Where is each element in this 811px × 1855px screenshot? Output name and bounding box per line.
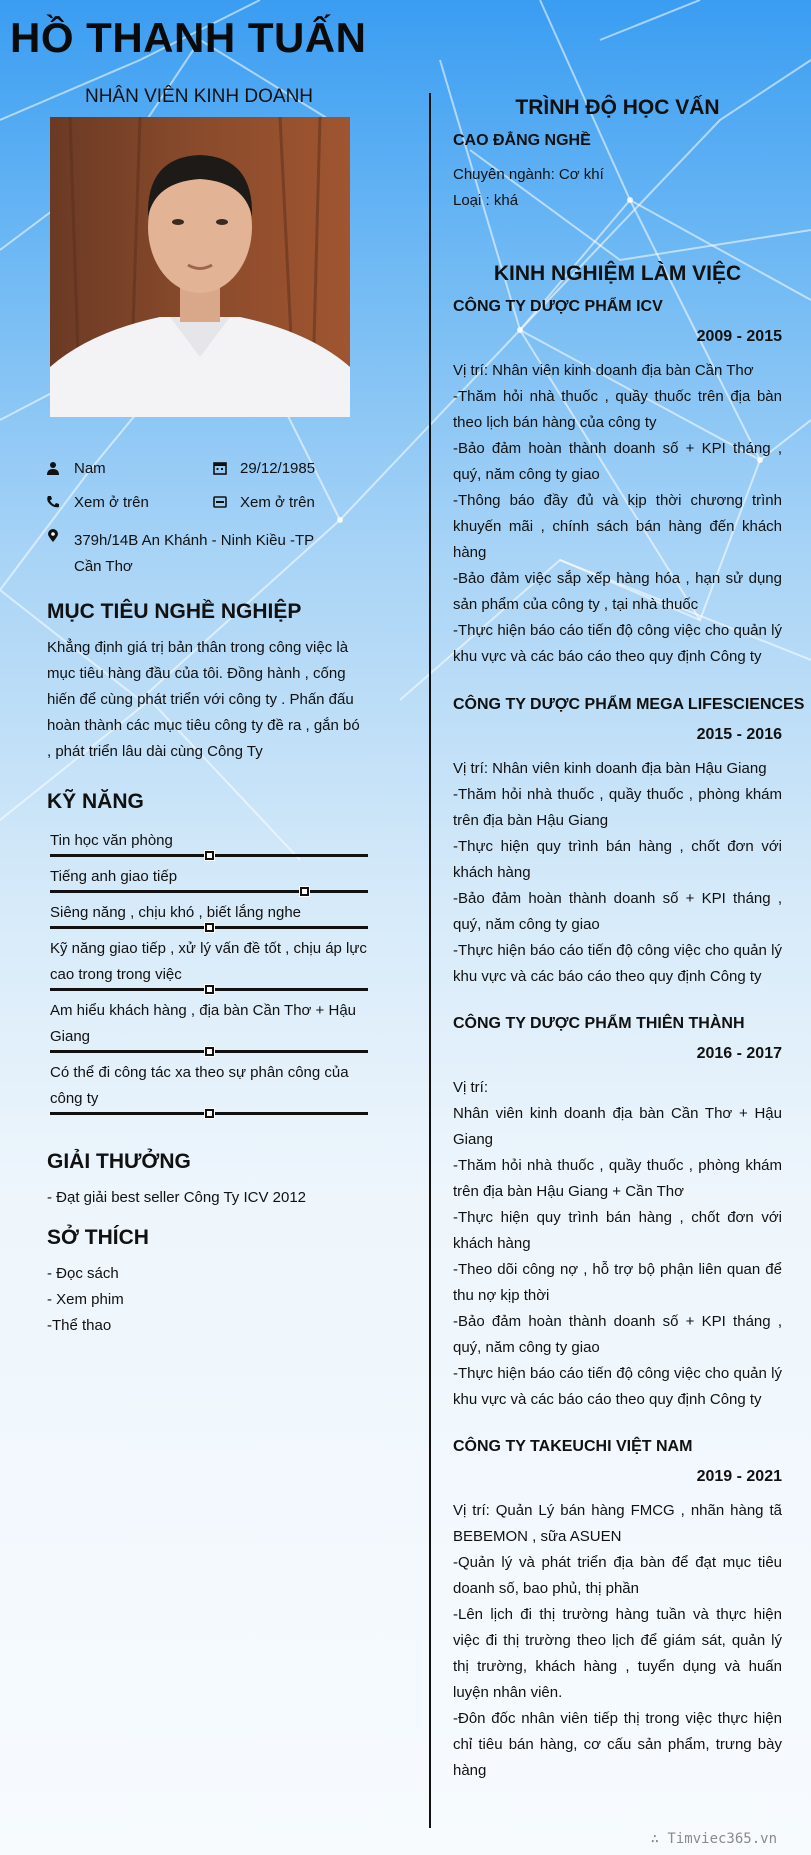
skill-level-marker (299, 886, 310, 897)
job-description (453, 1498, 782, 1784)
skill-bar (50, 1050, 368, 1053)
birthday-value: 29/12/1985 (240, 460, 316, 477)
skill-level-marker (204, 1108, 215, 1119)
objective-text (47, 635, 377, 765)
job-period: 2019 - 2021 (696, 1468, 782, 1485)
job-line: Vị trí: (453, 1079, 489, 1096)
phone-icon (46, 495, 60, 509)
job-line: -Lên lịch đi thị trường hàng tuần và thực hiện việc đi thị trường theo lịch để giám sát, quản lý thị trường, khách hàng , tuyển dụng và huấn luyện nhân viên. (453, 1606, 782, 1701)
skill-bar (50, 988, 368, 991)
job-line: Vị trí: Quản Lý bán hàng FMCG , nhãn hàng tã BEBEMON , sữa ASUEN (453, 1502, 782, 1545)
job-company: CÔNG TY TAKEUCHI VIỆT NAM (453, 1438, 693, 1455)
gender-icon (46, 461, 60, 475)
location-icon (46, 529, 60, 543)
awards-title: GIẢI THƯỞNG (47, 1150, 191, 1173)
job-line: -Thực hiện quy trình bán hàng , chốt đơn với khách hàng (453, 838, 782, 881)
email-value: Xem ở trên (240, 494, 315, 511)
job-line: -Theo dõi công nợ , hỗ trợ bộ phận liên quan để thu nợ kịp thời (453, 1261, 782, 1304)
skill-label-line: cao trong trong việc (50, 966, 182, 983)
job-line: -Thực hiện báo cáo tiến độ công việc cho quản lý khu vực và các báo cáo theo quy định Công ty (453, 942, 782, 985)
job-description (453, 358, 782, 670)
watermark-text: Timviec365.vn (667, 1831, 777, 1847)
skill-bar (50, 1112, 368, 1115)
skill-label-line: Kỹ năng giao tiếp , xử lý vấn đề tốt , chịu áp lực (50, 940, 367, 957)
job-line: -Bảo đảm việc sắp xếp hàng hóa , hạn sử dụng sản phẩm của công ty , tại nhà thuốc (453, 570, 782, 613)
skill-label-line: Am hiểu khách hàng , địa bàn Cần Thơ + Hậu (50, 1002, 357, 1019)
portrait-illustration (50, 117, 350, 417)
hobby-item: -Thể thao (47, 1317, 112, 1334)
skills-title: KỸ NĂNG (47, 790, 144, 813)
job-period: 2009 - 2015 (696, 328, 782, 345)
education-rank: Loại : khá (453, 192, 519, 209)
job-line: -Bảo đảm hoàn thành doanh số + KPI tháng , quý, năm công ty giao (453, 440, 782, 483)
email-icon (213, 495, 227, 509)
profile-photo (50, 117, 350, 417)
skill-label (50, 864, 368, 890)
job-line: -Quản lý và phát triển địa bàn để đạt mục tiêu doanh số, bao phủ, thị phần (453, 1554, 782, 1597)
skill-label-line: Tin học văn phòng (50, 832, 173, 849)
address-line-1: 379h/14B An Khánh - Ninh Kiều -TP (74, 532, 315, 549)
education-details (453, 162, 782, 214)
experience-title: KINH NGHIỆM LÀM VIỆC (493, 262, 742, 285)
job-description (453, 1075, 782, 1413)
objective-line: hoàn thành các mục tiêu công ty đề ra , gắn bó (47, 717, 360, 734)
hobby-item: - Đọc sách (47, 1265, 119, 1282)
job-line: -Đôn đốc nhân viên tiếp thị trong việc thực hiện chỉ tiêu bán hàng, cơ cấu sản phẩm, trưng bày hàng (453, 1710, 782, 1779)
job-company: CÔNG TY DƯỢC PHẨM ICV (453, 298, 663, 315)
hobby-item: - Xem phim (47, 1291, 124, 1308)
skill-level-marker (204, 850, 215, 861)
job-line: -Thăm hỏi nhà thuốc , quầy thuốc , phòng khám trên địa bàn Hậu Giang (453, 786, 782, 829)
job-line: Vị trí: Nhân viên kinh doanh địa bàn Hậu Giang (453, 760, 767, 777)
calendar-icon (213, 461, 227, 475)
job-line: Nhân viên kinh doanh địa bàn Cần Thơ + Hậu Giang (453, 1105, 782, 1148)
skill-level-marker (204, 1046, 215, 1057)
address (74, 528, 314, 580)
job-line: -Thực hiện báo cáo tiến độ công việc cho quản lý khu vực và các báo cáo theo quy định Công ty (453, 622, 782, 665)
job-period: 2015 - 2016 (696, 726, 782, 743)
job-line: -Thông báo đầy đủ và kịp thời chương trình khuyến mãi , chính sách bán hàng đến khách hàng (453, 492, 782, 561)
skill-label-line: Siêng năng , chịu khó , biết lắng nghe (50, 904, 302, 921)
job-description (453, 756, 782, 990)
skill-label-line: Giang (50, 1028, 91, 1045)
column-divider (429, 93, 431, 1828)
skill-bar (50, 926, 368, 929)
objective-line: hiến để cùng phát triển với công ty . Phấn đấu (47, 691, 354, 708)
skill-level-marker (204, 922, 215, 933)
skill-bar (50, 890, 368, 893)
objective-title: MỤC TIÊU NGHỀ NGHIỆP (47, 600, 302, 623)
candidate-name: HỒ THANH TUẤN (10, 14, 367, 61)
job-company: CÔNG TY DƯỢC PHẨM MEGA LIFESCIENCES (453, 696, 805, 713)
job-line: -Thực hiện báo cáo tiến độ công việc cho quản lý khu vực và các báo cáo theo quy định Công ty (453, 1365, 782, 1408)
skill-label-line: Tiếng anh giao tiếp (50, 868, 178, 885)
job-line: -Bảo đảm hoàn thành doanh số + KPI tháng , quý, năm công ty giao (453, 890, 782, 933)
skill-label-line: công ty (50, 1090, 99, 1107)
job-company: CÔNG TY DƯỢC PHẨM THIÊN THÀNH (453, 1015, 745, 1032)
phone-value: Xem ở trên (74, 494, 149, 511)
skill-label (50, 936, 368, 988)
address-line-2: Cần Thơ (74, 558, 133, 575)
logo-icon: ∴ (650, 1831, 668, 1847)
job-line: -Thăm hỏi nhà thuốc , quầy thuốc trên địa bàn theo lịch bán hàng của công ty (453, 388, 782, 431)
job-line: -Thăm hỏi nhà thuốc , quầy thuốc , phòng khám trên địa bàn Hậu Giang + Cần Thơ (453, 1157, 782, 1200)
skill-label-line: Có thể đi công tác xa theo sự phân công của (50, 1064, 349, 1081)
job-title: NHÂN VIÊN KINH DOANH (84, 86, 314, 107)
skill-bar (50, 854, 368, 857)
education-title: TRÌNH ĐỘ HỌC VẤN (515, 96, 720, 119)
education-degree: CAO ĐẲNG NGHỀ (453, 132, 591, 149)
skill-level-marker (204, 984, 215, 995)
gender-value: Nam (74, 460, 106, 477)
skill-label (50, 998, 368, 1050)
job-line: Vị trí: Nhân viên kinh doanh địa bàn Cần Thơ (453, 362, 754, 379)
award-item: - Đạt giải best seller Công Ty ICV 2012 (47, 1189, 307, 1206)
objective-line: mục tiêu hàng đầu của tôi. Đồng hành , cống (47, 665, 346, 682)
hobbies-list (47, 1261, 124, 1339)
objective-line: , phát triển lâu dài cùng Công Ty (47, 743, 263, 760)
skill-label (50, 1060, 368, 1112)
job-period: 2016 - 2017 (696, 1045, 782, 1062)
education-major: Chuyên ngành: Cơ khí (453, 166, 604, 183)
job-line: -Thực hiện quy trình bán hàng , chốt đơn với khách hàng (453, 1209, 782, 1252)
job-line: -Bảo đảm hoàn thành doanh số + KPI tháng , quý, năm công ty giao (453, 1313, 782, 1356)
watermark (651, 1831, 777, 1847)
objective-line: Khẳng định giá trị bản thân trong công việc là (47, 639, 349, 656)
hobbies-title: SỞ THÍCH (47, 1226, 149, 1249)
